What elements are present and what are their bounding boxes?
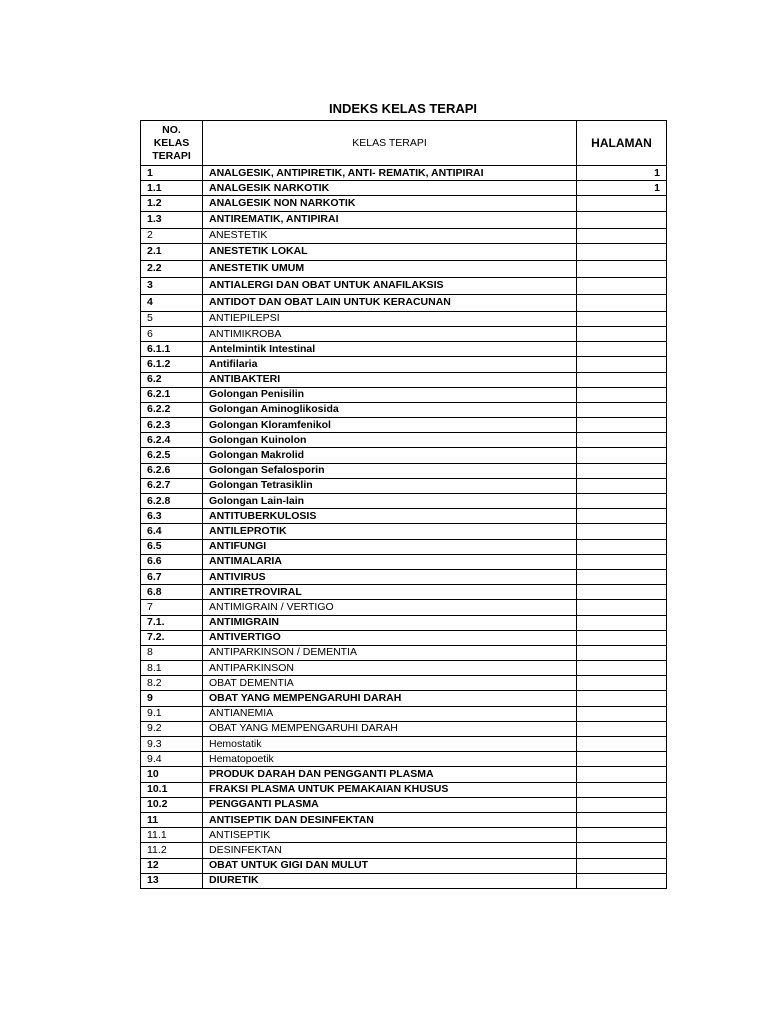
cell-halaman — [577, 812, 667, 827]
cell-kelas: OBAT UNTUK GIGI DAN MULUT — [203, 858, 577, 873]
cell-no: 8.1 — [141, 661, 203, 676]
table-row — [141, 311, 667, 326]
table-row — [141, 873, 667, 888]
cell-kelas: ANTIVERTIGO — [203, 630, 577, 645]
cell-no: 9.2 — [141, 721, 203, 736]
cell-no: 6.3 — [141, 509, 203, 524]
cell-halaman — [577, 691, 667, 706]
cell-no: 13 — [141, 873, 203, 888]
table-row — [141, 600, 667, 615]
cell-kelas: OBAT YANG MEMPENGARUHI DARAH — [203, 691, 577, 706]
table-row — [141, 661, 667, 676]
cell-kelas: ANALGESIK NON NARKOTIK — [203, 196, 577, 211]
cell-no: 9.4 — [141, 752, 203, 767]
cell-kelas: Antifilaria — [203, 357, 577, 372]
cell-no: 1.2 — [141, 196, 203, 211]
cell-kelas: Antelmintik Intestinal — [203, 342, 577, 357]
table-row — [141, 196, 667, 211]
cell-halaman — [577, 418, 667, 433]
table-row — [141, 387, 667, 402]
cell-halaman — [577, 539, 667, 554]
table-row — [141, 858, 667, 873]
cell-no: 6.6 — [141, 554, 203, 569]
cell-no: 6 — [141, 326, 203, 341]
cell-no: 2 — [141, 228, 203, 243]
cell-kelas: ANALGESIK, ANTIPIRETIK, ANTI- REMATIK, ANTIPIRAI — [203, 166, 577, 181]
cell-kelas: ANTIANEMIA — [203, 706, 577, 721]
cell-halaman — [577, 676, 667, 691]
cell-no: 1.1 — [141, 181, 203, 196]
cell-halaman — [577, 706, 667, 721]
table-row — [141, 326, 667, 341]
cell-no: 11.1 — [141, 828, 203, 843]
table-row — [141, 569, 667, 584]
cell-kelas: ANTIPARKINSON / DEMENTIA — [203, 645, 577, 660]
table-header-row — [141, 121, 667, 166]
header-kelas-terapi: KELAS TERAPI — [203, 121, 577, 166]
cell-halaman — [577, 243, 667, 260]
table-row — [141, 228, 667, 243]
cell-kelas: Hemostatik — [203, 737, 577, 752]
cell-no: 10.2 — [141, 797, 203, 812]
cell-halaman — [577, 873, 667, 888]
cell-no: 3 — [141, 277, 203, 294]
cell-kelas: Golongan Aminoglikosida — [203, 402, 577, 417]
cell-halaman — [577, 196, 667, 211]
cell-halaman — [577, 463, 667, 478]
cell-halaman — [577, 433, 667, 448]
cell-kelas: DESINFEKTAN — [203, 843, 577, 858]
cell-halaman — [577, 752, 667, 767]
cell-halaman — [577, 767, 667, 782]
table-row — [141, 797, 667, 812]
cell-kelas: Hematopoetik — [203, 752, 577, 767]
cell-halaman — [577, 600, 667, 615]
table-row — [141, 448, 667, 463]
cell-kelas: Golongan Sefalosporin — [203, 463, 577, 478]
table-row — [141, 478, 667, 493]
table-row — [141, 721, 667, 736]
cell-no: 2.2 — [141, 260, 203, 277]
cell-kelas: ANTISEPTIK — [203, 828, 577, 843]
cell-halaman — [577, 494, 667, 509]
cell-no: 8.2 — [141, 676, 203, 691]
cell-no: 6.7 — [141, 569, 203, 584]
table-row — [141, 615, 667, 630]
cell-no: 5 — [141, 311, 203, 326]
cell-no: 6.1.1 — [141, 342, 203, 357]
cell-no: 6.4 — [141, 524, 203, 539]
cell-kelas: FRAKSI PLASMA UNTUK PEMAKAIAN KHUSUS — [203, 782, 577, 797]
cell-halaman — [577, 797, 667, 812]
cell-no: 6.2 — [141, 372, 203, 387]
table-row — [141, 211, 667, 228]
cell-halaman — [577, 661, 667, 676]
table-row — [141, 166, 667, 181]
cell-kelas: ANALGESIK NARKOTIK — [203, 181, 577, 196]
table-row — [141, 277, 667, 294]
cell-kelas: Golongan Lain-lain — [203, 494, 577, 509]
table-row — [141, 294, 667, 311]
table-row — [141, 494, 667, 509]
cell-halaman — [577, 615, 667, 630]
cell-no: 8 — [141, 645, 203, 660]
cell-no: 9.3 — [141, 737, 203, 752]
cell-halaman — [577, 402, 667, 417]
table-row — [141, 843, 667, 858]
table-row — [141, 737, 667, 752]
cell-halaman — [577, 782, 667, 797]
cell-kelas: Golongan Kuinolon — [203, 433, 577, 448]
cell-kelas: ANESTETIK UMUM — [203, 260, 577, 277]
cell-halaman — [577, 524, 667, 539]
table-row — [141, 691, 667, 706]
cell-halaman — [577, 260, 667, 277]
cell-halaman: 1 — [577, 181, 667, 196]
cell-no: 9.1 — [141, 706, 203, 721]
table-row — [141, 645, 667, 660]
cell-kelas: ANTIDOT DAN OBAT LAIN UNTUK KERACUNAN — [203, 294, 577, 311]
cell-kelas: ANESTETIK LOKAL — [203, 243, 577, 260]
cell-kelas: DIURETIK — [203, 873, 577, 888]
cell-no: 6.2.3 — [141, 418, 203, 433]
cell-halaman — [577, 645, 667, 660]
cell-halaman — [577, 228, 667, 243]
table-row — [141, 509, 667, 524]
cell-no: 6.2.6 — [141, 463, 203, 478]
cell-kelas: ANTIRETROVIRAL — [203, 585, 577, 600]
cell-kelas: ANTIMIKROBA — [203, 326, 577, 341]
cell-halaman — [577, 828, 667, 843]
table-row — [141, 463, 667, 478]
cell-halaman — [577, 311, 667, 326]
cell-no: 6.8 — [141, 585, 203, 600]
cell-kelas: Golongan Kloramfenikol — [203, 418, 577, 433]
cell-halaman — [577, 211, 667, 228]
table-row — [141, 767, 667, 782]
cell-no: 1 — [141, 166, 203, 181]
cell-halaman — [577, 509, 667, 524]
cell-kelas: ANTITUBERKULOSIS — [203, 509, 577, 524]
table-row — [141, 706, 667, 721]
cell-no: 6.2.2 — [141, 402, 203, 417]
cell-halaman — [577, 326, 667, 341]
cell-halaman — [577, 387, 667, 402]
cell-no: 2.1 — [141, 243, 203, 260]
table-row — [141, 554, 667, 569]
cell-no: 6.1.2 — [141, 357, 203, 372]
cell-halaman — [577, 448, 667, 463]
table-row — [141, 402, 667, 417]
cell-kelas: ANTIREMATIK, ANTIPIRAI — [203, 211, 577, 228]
cell-no: 6.2.1 — [141, 387, 203, 402]
cell-kelas: ANTIBAKTERI — [203, 372, 577, 387]
table-row — [141, 260, 667, 277]
cell-no: 4 — [141, 294, 203, 311]
cell-halaman: 1 — [577, 166, 667, 181]
table-row — [141, 782, 667, 797]
table-row — [141, 828, 667, 843]
header-no-label: NO. KELAS TERAPI — [152, 123, 191, 162]
cell-no: 6.2.8 — [141, 494, 203, 509]
table-row — [141, 418, 667, 433]
cell-halaman — [577, 585, 667, 600]
cell-kelas: OBAT YANG MEMPENGARUHI DARAH — [203, 721, 577, 736]
table-row — [141, 357, 667, 372]
table-row — [141, 585, 667, 600]
cell-halaman — [577, 858, 667, 873]
cell-kelas: ANTILEPROTIK — [203, 524, 577, 539]
cell-kelas: PRODUK DARAH DAN PENGGANTI PLASMA — [203, 767, 577, 782]
table-row — [141, 630, 667, 645]
cell-kelas: Golongan Penisilin — [203, 387, 577, 402]
cell-no: 12 — [141, 858, 203, 873]
cell-no: 7.2. — [141, 630, 203, 645]
cell-kelas: ANTIFUNGI — [203, 539, 577, 554]
cell-no: 6.2.7 — [141, 478, 203, 493]
cell-kelas: Golongan Makrolid — [203, 448, 577, 463]
cell-kelas: ANTIVIRUS — [203, 569, 577, 584]
cell-halaman — [577, 478, 667, 493]
cell-halaman — [577, 843, 667, 858]
cell-no: 9 — [141, 691, 203, 706]
cell-no: 11 — [141, 812, 203, 827]
cell-halaman — [577, 569, 667, 584]
cell-kelas: ANTIMALARIA — [203, 554, 577, 569]
cell-kelas: ANTIEPILEPSI — [203, 311, 577, 326]
table-row — [141, 524, 667, 539]
cell-no: 1.3 — [141, 211, 203, 228]
cell-kelas: ANTISEPTIK DAN DESINFEKTAN — [203, 812, 577, 827]
cell-no: 7 — [141, 600, 203, 615]
table-row — [141, 181, 667, 196]
table-row — [141, 342, 667, 357]
cell-no: 10 — [141, 767, 203, 782]
cell-kelas: ANTIMIGRAIN / VERTIGO — [203, 600, 577, 615]
cell-kelas: ANTIPARKINSON — [203, 661, 577, 676]
cell-kelas: ANTIMIGRAIN — [203, 615, 577, 630]
cell-kelas: Golongan Tetrasiklin — [203, 478, 577, 493]
cell-halaman — [577, 721, 667, 736]
cell-no: 11.2 — [141, 843, 203, 858]
table-body — [141, 166, 667, 889]
cell-no: 6.2.5 — [141, 448, 203, 463]
cell-kelas: ANESTETIK — [203, 228, 577, 243]
cell-halaman — [577, 357, 667, 372]
table-row — [141, 752, 667, 767]
index-table — [140, 120, 667, 889]
cell-halaman — [577, 372, 667, 387]
table-row — [141, 676, 667, 691]
cell-no: 10.1 — [141, 782, 203, 797]
cell-no: 6.5 — [141, 539, 203, 554]
table-row — [141, 539, 667, 554]
header-no-kelas-terapi — [141, 121, 203, 166]
cell-no: 6.2.4 — [141, 433, 203, 448]
table-row — [141, 243, 667, 260]
cell-no: 7.1. — [141, 615, 203, 630]
table-row — [141, 812, 667, 827]
cell-halaman — [577, 294, 667, 311]
table-row — [141, 433, 667, 448]
cell-halaman — [577, 737, 667, 752]
cell-halaman — [577, 630, 667, 645]
cell-halaman — [577, 554, 667, 569]
page-title: INDEKS KELAS TERAPI — [328, 101, 478, 116]
cell-kelas: OBAT DEMENTIA — [203, 676, 577, 691]
cell-kelas: PENGGANTI PLASMA — [203, 797, 577, 812]
cell-halaman — [577, 342, 667, 357]
header-halaman: HALAMAN — [577, 121, 667, 166]
cell-kelas: ANTIALERGI DAN OBAT UNTUK ANAFILAKSIS — [203, 277, 577, 294]
table-row — [141, 372, 667, 387]
cell-halaman — [577, 277, 667, 294]
